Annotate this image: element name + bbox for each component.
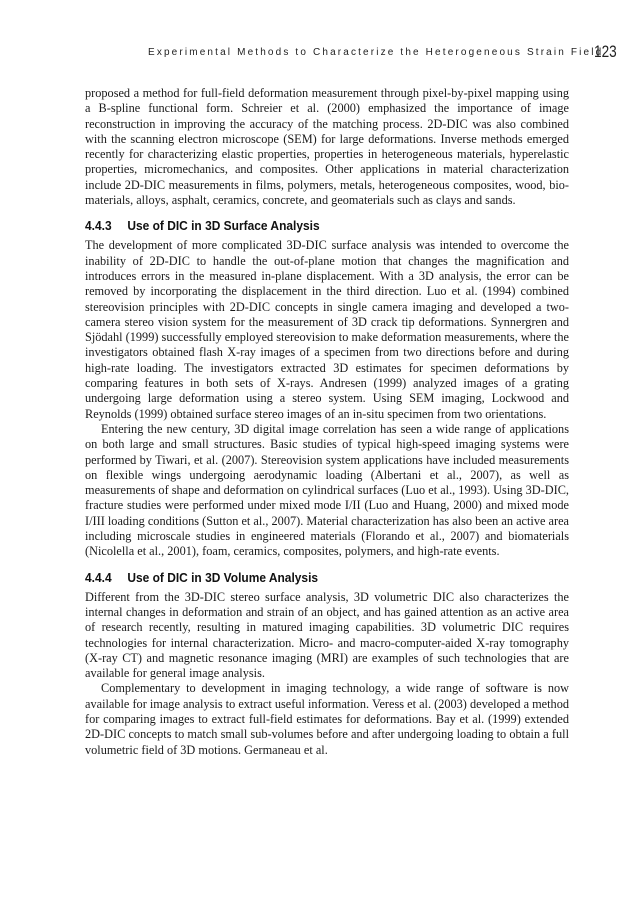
paragraph-intro: proposed a method for full-field deformation measurement through pixel-by-pixel mapping using a B-spline functional form. Schreier et al. (2000) emphasized the importance of image reconstruction in improving the accuracy of the matching process. 2D-DIC was also combined with the scanning electron microscope (SEM) for large deformations. Inverse methods emerged recently for characterizing elastic properties, properties in heterogeneous materials, hyperelastic properties, micromechanics, and composites. Other applications in material characterization include 2D-DIC measurements in films, polymers, metals, heterogeneous composites, wood, bio-materials, alloys, asphalt, ceramics, concrete, and geomaterials such as clays and sands. bbox=[85, 86, 569, 208]
paragraph: Different from the 3D-DIC stereo surface analysis, 3D volumetric DIC also characterizes the internal changes in deformation and strain of an object, and has gained attention as an active area of research recently, resulting in matured imaging capabilities. 3D volumetric DIC requires technologies for internal characterization. Micro- and macro-computer-aided X-ray tomography (X-ray CT) and magnetic resonance imaging (MRI) are examples of such technologies that are available for general image analysis. bbox=[85, 589, 569, 681]
page-number: 123 bbox=[594, 42, 617, 61]
body-text bbox=[85, 86, 569, 758]
paragraph: Complementary to development in imaging technology, a wide range of software is now available for image analysis to extract useful information. Veress et al. (2003) developed a method for comparing images to extract full-field estimates for deformations. Bay et al. (1999) extended 2D-DIC concepts to match small sub-volumes before and after undergoing loading to obtain a full volumetric field of 3D motions. Germaneau et al. bbox=[85, 681, 569, 757]
running-head-title: Experimental Methods to Characterize the Heterogeneous Strain Field bbox=[148, 47, 604, 58]
section-heading-4-4-4 bbox=[85, 570, 530, 586]
section-number: 4.4.3 bbox=[85, 218, 112, 234]
running-head bbox=[0, 38, 621, 68]
section-heading-4-4-3 bbox=[85, 218, 530, 234]
section-title: Use of DIC in 3D Surface Analysis bbox=[127, 218, 320, 234]
paragraph: The development of more complicated 3D-DIC surface analysis was intended to overcome the inability of 2D-DIC to handle the out-of-plane motion that changes the magnification and introduces errors in the measured in-plane displacement. With a 3D analysis, the error can be removed by incorporating the displacement in the third direction. Luo et al. (1994) combined stereovision principles with 2D-DIC concepts in single camera imaging and developed a two-camera stereo vision system for the measurement of 3D crack tip deformations. Synnergren and Sjödahl (1999) successfully employed stereovision to make deformation measurements, where the investigators obtained flash X-ray images of a specimen from two directions before and during high-rate loading. The investigators extracted 3D estimates for specimen deformations by comparing features in both sets of X-rays. Andresen (1999) analyzed images of a grating undergoing large deformation using a stereo system. Using SEM imaging, Lockwood and Reynolds (1999) obtained surface stereo images of an in-situ specimen from two orientations. bbox=[85, 238, 569, 421]
paragraph: Entering the new century, 3D digital image correlation has seen a wide range of applications on both large and small structures. Basic studies of typical high-speed imaging systems were performed by Tiwari, et al. (2007). Stereovision system applications have included measurements on flexible wings undergoing aerodynamic loading (Albertani et al., 2007), as well as measurements of shape and deformation on cylindrical surfaces (Luo et al., 1993). Using 3D-DIC, fracture studies were performed under mixed mode I/II (Luo and Huang, 2000) and mixed mode I/III loading conditions (Sutton et al., 2007). Material characterization has also been an active area including microscale studies in engineered materials (Florando et al., 2007) and biomaterials (Nicolella et al., 2001), foam, ceramics, composites, polymers, and high-rate events. bbox=[85, 421, 569, 559]
section-number: 4.4.4 bbox=[85, 569, 112, 585]
section-title: Use of DIC in 3D Volume Analysis bbox=[127, 569, 319, 585]
